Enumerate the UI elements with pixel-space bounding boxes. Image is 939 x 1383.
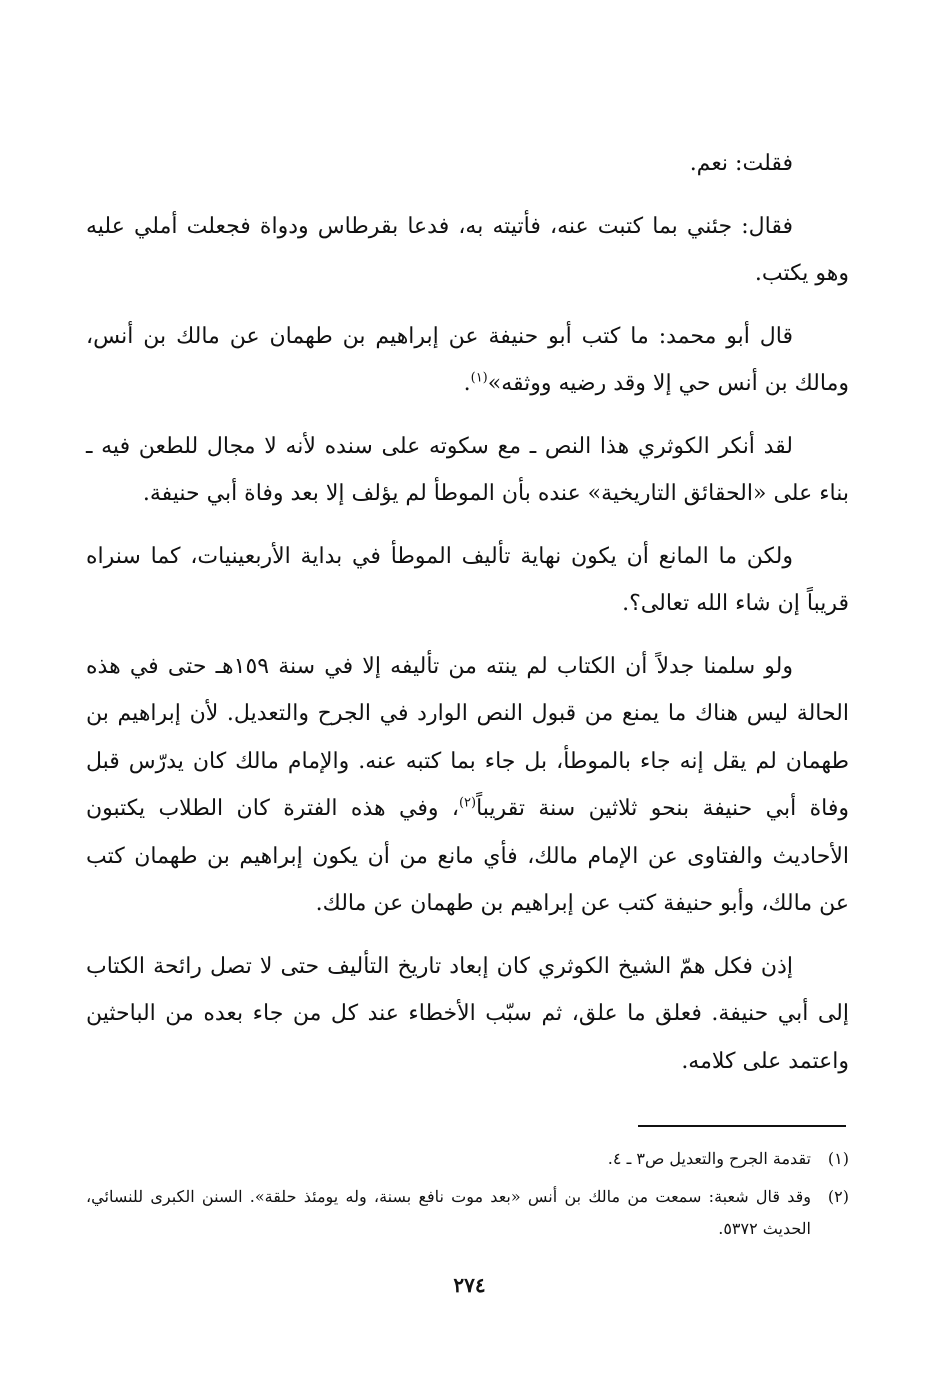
footnote-text: تقدمة الجرح والتعديل ص٣ ـ ٤.: [607, 1149, 811, 1168]
footnote-number: (٢): [827, 1187, 849, 1206]
footnote-separator: [638, 1125, 846, 1127]
page-number: ٢٧٤: [453, 1273, 486, 1297]
paragraph: إذن فكل همّ الشيخ الكوثري كان إبعاد تاريخ التأليف حتى لا تصل رائحة الكتاب إلى أبي حنيفة. فعلق ما علق، ثم سبّب الأخطاء عند كل من جاء بعده من الباحثين واعتمد على كلامه.: [86, 953, 849, 1074]
paragraph-text: ولو سلمنا جدلاً أن الكتاب لم ينته من تأليفه إلا في سنة ١٥٩هـ حتى في هذه الحالة ليس هناك ما يمنع من قبول النص الوارد في الجرح والتعديل. لأن إبراهيم بن طهمان لم يقل إنه جاء بالموطأ، بل جاء بما كتبه عنه. والإمام مالك كان يدرّس قبل وفاة أبي حنيفة بنحو ثلاثين سنة تقريباً: [86, 653, 849, 821]
footnotes: [86, 1143, 849, 1251]
paragraph: ولكن ما المانع أن يكون نهاية تأليف الموطأ في بداية الأربعينيات، كما سنراه قريباً إن شاء الله تعالى؟.: [86, 543, 849, 616]
paragraph: [86, 643, 849, 928]
paragraph: فقال: جئني بما كتبت عنه، فأتيته به، فدعا بقرطاس ودواة فجعلت أملي عليه وهو يكتب.: [86, 213, 849, 286]
footnote-number: (١): [827, 1149, 849, 1168]
paragraph-text: قال أبو محمد: ما كتب أبو حنيفة عن إبراهيم بن طهمان عن مالك بن أنس، ومالك بن أنس حي إلا وقد رضيه ووثقه»: [86, 323, 849, 396]
footnote-ref: (١): [470, 370, 488, 386]
paragraph-end: .: [463, 371, 471, 396]
footnote-text: وقد قال شعبة: سمعت من مالك بن أنس «بعد موت نافع بسنة، وله يومئذ حلقة». السنن الكبرى للنسائي، الحديث ٥٣٧٢.: [86, 1187, 812, 1238]
paragraph: [86, 313, 849, 408]
paragraph-text: ، وفي هذه الفترة كان الطلاب يكتبون الأحاديث والفتاوى عن الإمام مالك، فأي مانع من أن يكون إبراهيم بن طهمان كتب عن مالك، وأبو حنيفة كتب عن إبراهيم بن طهمان عن مالك.: [86, 796, 849, 916]
paragraph: لقد أنكر الكوثري هذا النص ـ مع سكوته على سنده لأنه لا مجال للطعن فيه ـ بناء على «الحقائق التاريخية» عنده بأن الموطأ لم يؤلف إلا بعد وفاة أبي حنيفة.: [86, 433, 849, 506]
paragraph: فقلت: نعم.: [689, 151, 793, 176]
footnote-ref: (٢): [458, 795, 477, 811]
footnote: [86, 1143, 849, 1175]
main-text: [86, 140, 849, 1100]
footnote: [86, 1181, 849, 1245]
